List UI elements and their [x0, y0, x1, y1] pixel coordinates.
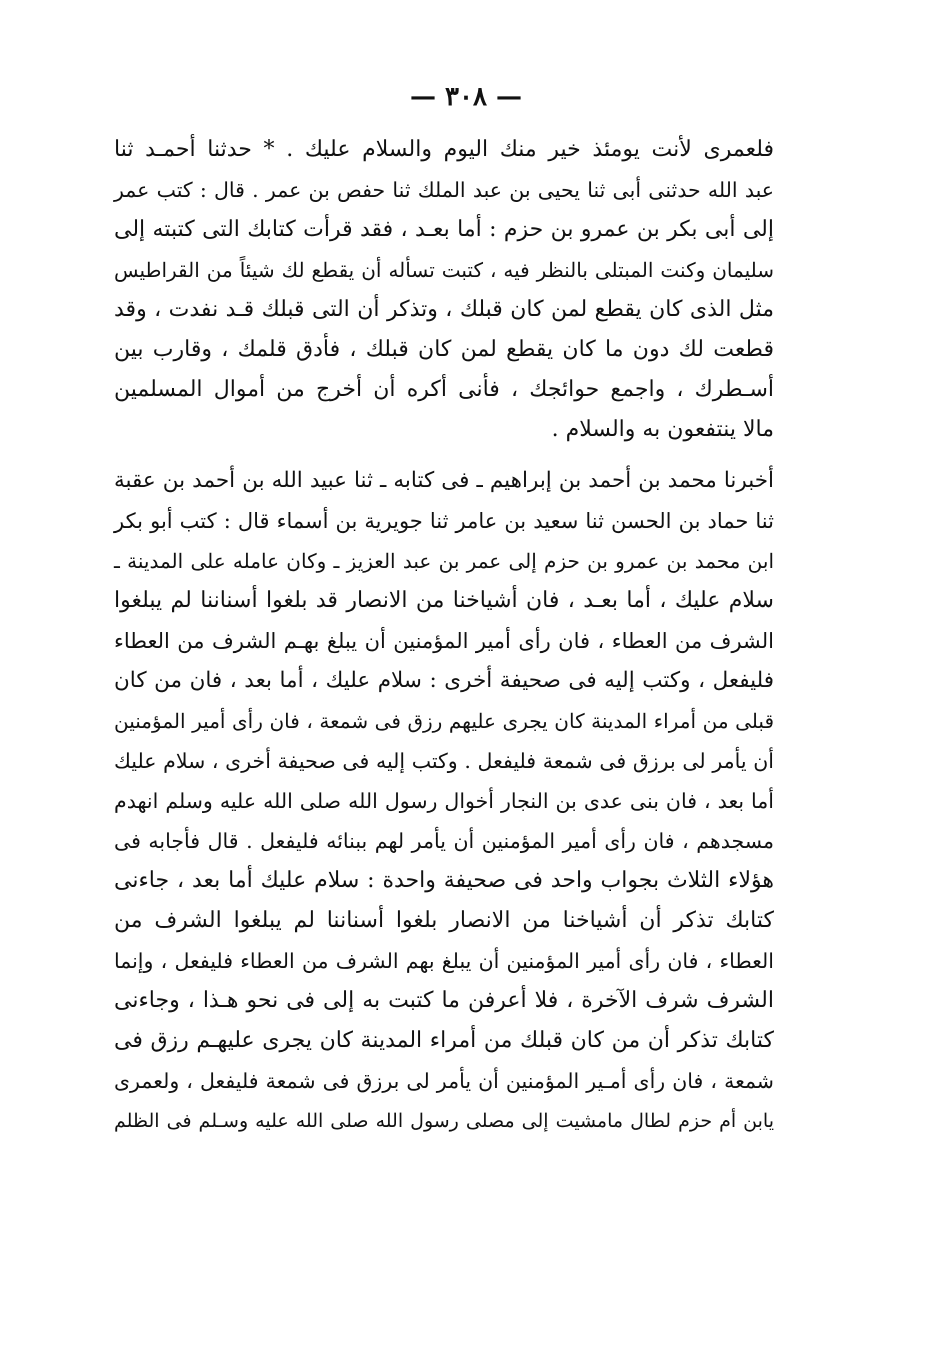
text-line: يابن أم حزم لطال مامشيت إلى مصلى رسول الله صلى الله عليه وسـلم فى الظلم	[114, 1110, 774, 1132]
text-line: مسجدهم ، فان رأى أمير المؤمنين أن يأمر لهم ببنائه فليفعل . قال فأجابه فى	[114, 829, 774, 853]
text-line: العطاء ، فان رأى أمير المؤمنين أن يبلغ بهم الشرف من العطاء فليفعل ، وإنما	[114, 949, 774, 973]
text-line: قطعت لك دون ما كان يقطع لمن كان قبلك ، فأدق قلمك ، وقارب بين	[114, 337, 774, 362]
text-line: مثل الذى كان يقطع لمن كان قبلك ، وتذكر أن التى قبلك قـد نفدت ، وقد	[114, 297, 774, 322]
text-line: سلام عليك ، أما بعـد ، فان أشياخنا من الانصار قد بلغوا أسناننا لم يبلغوا	[114, 588, 774, 613]
text-line: شمعة ، فان رأى أمـير المؤمنين أن يأمر لى برزق فى شمعة فليفعل ، ولعمرى	[114, 1069, 774, 1093]
text-line: إلى أبى بكر بن عمرو بن حزم : أما بعـد ، فقد قرأت كتابك التى كتبته إلى	[114, 217, 774, 242]
text-line: كتابك تذكر أن من كان قبلك من أمراء المدينة كان يجرى عليهـم رزق فى	[114, 1028, 774, 1053]
text-line: عبد الله حدثنى أبى ثنا يحيى بن عبد الملك ثنا حفص بن عمر . قال : كتب عمر	[114, 178, 774, 202]
text-line: مالا ينتفعون به والسلام .	[551, 417, 774, 442]
paragraph-1	[114, 130, 774, 450]
text-line: أما بعد ، فان بنى عدى بن النجار أخوال رسول الله صلى الله عليه وسلم انهدم	[114, 789, 774, 813]
text-line: هؤلاء الثلاث بجواب واحد فى صحيفة واحدة : سلام عليك أما بعد ، جاءنى	[114, 868, 774, 893]
text-line: أخبرنا محمد بن أحمد بن إبراهيم ـ فى كتابه ـ ثنا عبيد الله بن أحمد بن عقبة	[114, 468, 774, 493]
text-line: ثنا حماد بن الحسن ثنا سعيد بن عامر ثنا جويرية بن أسماء قال : كتب أبو بكر	[114, 509, 774, 533]
text-line: فليفعل ، وكتب إليه فى صحيفة أخرى : سلام عليك ، أما بعد ، فان من كان	[114, 668, 774, 693]
text-line: ابن محمد بن عمرو بن حزم إلى عمر بن عبد العزيز ـ وكان عامله على المدينة ـ	[114, 549, 774, 573]
text-line: فلعمرى لأنت يومئذ خير منك اليوم والسلام عليك . * حدثنا أحمـد ثنا	[114, 137, 774, 162]
page-number: — ٣٠٨ —	[409, 82, 523, 112]
text-line: أسـطرك ، واجمع حوائجك ، فأنى أكره أن أخرج من أموال المسلمين	[114, 377, 774, 402]
text-line: سليمان وكنت المبتلى بالنظر فيه ، كتبت تسأله أن يقطع لك شيئاً من القراطيس	[114, 258, 774, 282]
text-line: الشرف من العطاء ، فان رأى أمير المؤمنين أن يبلغ بهـم الشرف من العطاء	[114, 629, 774, 653]
text-line: أن يأمر لى برزق فى شمعة فليفعل . وكتب إليه فى صحيفة أخرى ، سلام عليك	[114, 749, 774, 773]
text-line: الشرف شرف الآخرة ، فلا أعرفن ما كتبت به إلى فى نحو هـذا ، وجاءنى	[114, 988, 774, 1013]
paragraph-2	[114, 461, 774, 1141]
text-line: كتابك تذكر أن أشياخنا من الانصار بلغوا أسناننا لم يبلغوا الشرف من	[114, 908, 774, 933]
text-line: قبلى من أمراء المدينة كان يجرى عليهم رزق فى شمعة ، فان رأى أمير المؤمنين	[114, 709, 774, 733]
